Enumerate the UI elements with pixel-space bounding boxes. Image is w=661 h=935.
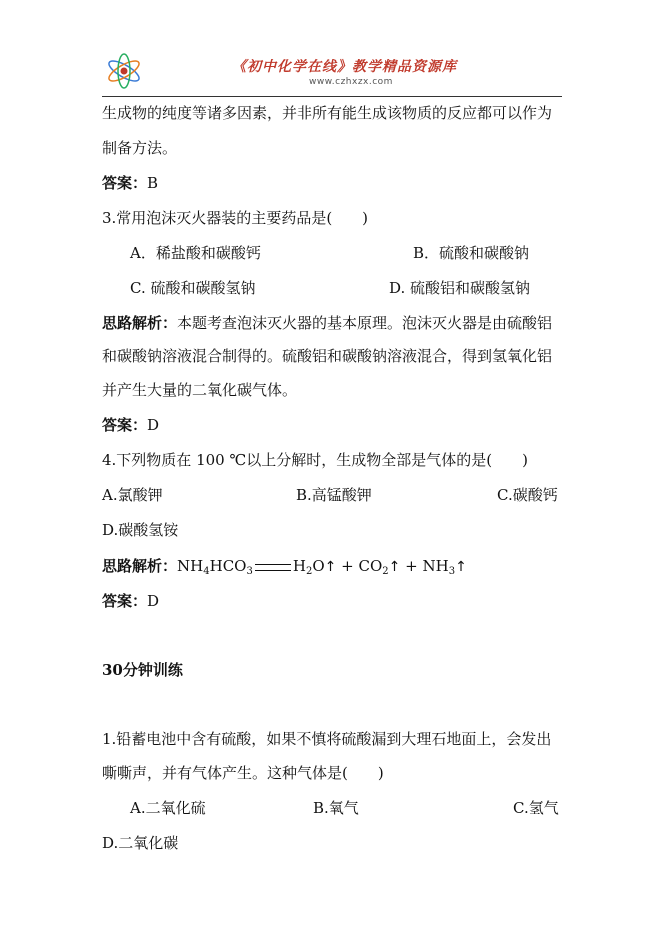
question-4-analysis xyxy=(102,556,467,582)
question-3-option-d: D. 硫酸铝和碳酸氢钠 xyxy=(389,279,531,297)
equation-equals-sign xyxy=(255,564,291,571)
question-4-option-c: C.碳酸钙 xyxy=(497,486,558,504)
question-3-analysis-line-2: 和碳酸钠溶液混合制得的。硫酸铝和碳酸钠溶液混合，得到氢氧化铝 xyxy=(102,347,553,365)
training-question-1-stem-line-1: 1.铅蓄电池中含有硫酸，如果不慎将硫酸漏到大理石地面上，会发出 xyxy=(102,730,552,748)
gas-arrow-icon: ↑ xyxy=(455,559,467,575)
training-question-1-option-a: A.二氧化硫 xyxy=(130,799,206,817)
answer-label: 答案： xyxy=(102,174,148,192)
question-4-answer xyxy=(102,591,159,611)
header-title: 《初中化学在线》教学精品资源库 xyxy=(232,59,457,75)
question-3-option-a: A．稀盐酸和碳酸钙 xyxy=(130,244,261,262)
training-question-1-option-d: D.二氧化碳 xyxy=(102,834,179,852)
training-question-1-option-c: C.氢气 xyxy=(513,799,559,817)
section-title: 30分钟训练 xyxy=(102,661,183,679)
training-question-1-stem-line-2: 嘶嘶声，并有气体产生。这种气体是( ) xyxy=(102,764,384,782)
header-divider xyxy=(102,96,562,97)
atom-logo-icon xyxy=(104,51,144,91)
chemical-equation: $NH_4HCO_3$ $H_2O↑$ + $CO_2↑$ + $NH_3↑$ xyxy=(177,557,467,577)
question-3-answer xyxy=(102,415,159,435)
analysis-label: 思路解析： xyxy=(102,314,178,332)
question-3-option-b: B．硫酸和碳酸钠 xyxy=(413,244,530,262)
analysis-text: 本题考查泡沫灭火器的基本原理。泡沫灭火器是由硫酸铝 xyxy=(177,314,553,332)
continuation-line-2: 制备方法。 xyxy=(102,139,178,157)
question-3-analysis-line-3: 并产生大量的二氧化碳气体。 xyxy=(102,381,298,399)
question-4-stem: 4.下列物质在 100 ℃以上分解时，生成物全部是气体的是( ) xyxy=(102,451,528,469)
question-4-option-d: D.碳酸氢铵 xyxy=(102,521,179,539)
question-3-analysis-line-1 xyxy=(102,313,552,333)
header-url: www.czhxzx.com xyxy=(309,77,393,87)
gas-arrow-icon: ↑ xyxy=(388,559,401,575)
answer-value: B xyxy=(147,174,159,192)
answer-value: D xyxy=(147,416,160,434)
question-4-option-a: A.氯酸钾 xyxy=(102,486,163,504)
training-question-1-option-b: B.氧气 xyxy=(313,799,359,817)
question-4-option-b: B.高锰酸钾 xyxy=(296,486,372,504)
question-3-stem: 3.常用泡沫灭火器装的主要药品是( ) xyxy=(102,209,369,227)
analysis-label: 思路解析： xyxy=(102,557,178,575)
answer-prev xyxy=(102,173,158,193)
page-header xyxy=(102,48,561,95)
gas-arrow-icon: ↑ xyxy=(324,559,337,575)
answer-label: 答案： xyxy=(102,416,148,434)
answer-label: 答案： xyxy=(102,592,148,610)
continuation-line-1: 生成物的纯度等诸多因素，并非所有能生成该物质的反应都可以作为 xyxy=(102,104,553,122)
answer-value: D xyxy=(147,592,160,610)
question-3-option-c: C. 硫酸和碳酸氢钠 xyxy=(130,279,256,297)
